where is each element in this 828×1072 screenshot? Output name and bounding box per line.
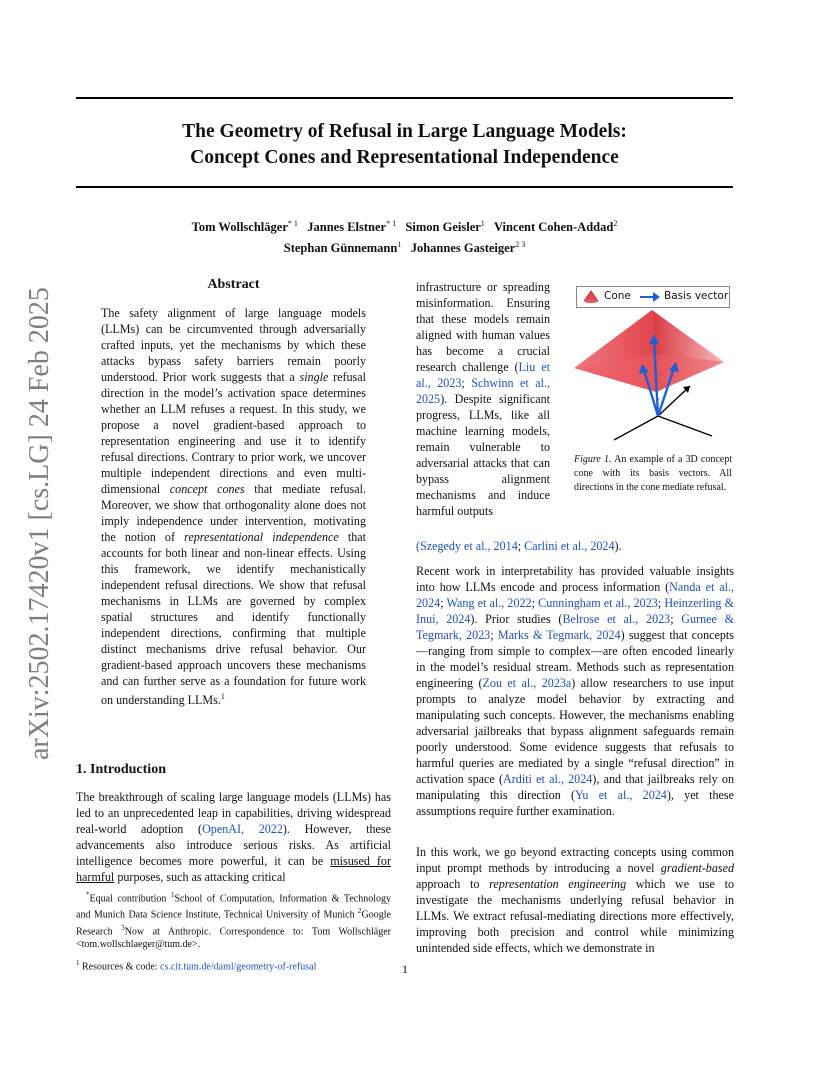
code-link[interactable]: cs.cit.tum.de/daml/geometry-of-refusal — [160, 961, 317, 973]
resources-footnote: $^1$ Resources & code: cs.cit.tum.de/daml/geometry-of-refusal — [76, 959, 317, 973]
paper-title — [76, 119, 733, 171]
citation-link[interactable]: Nanda et al., 2024 — [416, 580, 734, 610]
citation-link[interactable]: OpenAI, 2022 — [202, 822, 283, 836]
citation-link[interactable]: Gurnee & Tegmark, 2023 — [416, 612, 735, 642]
citation-link[interactable]: Cunningham et al., 2023 — [538, 596, 658, 610]
citation-link[interactable]: Heinzerling & Inui, 2024 — [416, 596, 735, 626]
concept-cone-figure — [562, 308, 734, 448]
title-top-rule — [76, 97, 733, 99]
legend-cone-label: Cone — [604, 290, 631, 302]
interpretability-paragraph: Recent work in interpretability has provided valuable insights into how LLMs encode and process information (Nanda et al., 2024; Wang et al., 2022; Cunningham et al., 2023; Heinzerling & Inui, 2024). Prior studies (Belrose et al., 2023; Gurnee & Tegmark, 2023; Marks & Tegmark, 2024) suggest that concepts—ranging from simple to complex—are often encoded linearly in the model’s residual stream. Methods such as representation engineering (Zou et al., 2023a) allow researchers to use input prompts to analyze model behavior by extracting and manipulating such concepts. However, the mechanisms enabling adversarial jailbreaks that bypass alignment safeguards remain poorly understood. Some evidence suggests that refusals to harmful queries are mediated by a single “refusal direction” in activation space (Arditi et al., 2024), and that jailbreaks rely on manipulating this direction (Yu et al., 2024), yet these assumptions require further examination. — [416, 564, 735, 818]
page-number: 1 — [402, 962, 408, 976]
citation-link[interactable]: Schwinn et al., 2025 — [416, 376, 550, 406]
author-name: Vincent Cohen-Addad — [493, 220, 614, 234]
author-name: Tom Wollschläger — [191, 220, 288, 234]
arrow-legend-icon — [639, 291, 661, 303]
citation-link[interactable]: Liu et al., 2023 — [416, 360, 550, 390]
title-line-1: The Geometry of Refusal in Large Language Models: — [182, 121, 627, 142]
title-bottom-rule — [76, 186, 733, 188]
author-name: Stephan Günnemann — [283, 241, 398, 255]
citation-link[interactable]: (Szegedy et al., 2014 — [416, 539, 518, 553]
citation-link[interactable]: Belrose et al., 2023 — [562, 612, 671, 626]
introduction-paragraph: The breakthrough of scaling large language models (LLMs) has led to an unprecedented leap in capabilities, driving widespread real-world adoption (OpenAI, 2022). However, these advancements also introduce serious risks. As artificial intelligence becomes more powerful, it can be misused for harmful purposes, such as attacking critical — [76, 790, 392, 884]
intro-continuation-end: (Szegedy et al., 2014; Carlini et al., 2024). — [416, 539, 622, 553]
citation-link[interactable]: Wang et al., 2022 — [446, 596, 532, 610]
citation-link[interactable]: Marks & Tegmark, 2024 — [497, 628, 621, 642]
method-paragraph: In this work, we go beyond extracting concepts using common input prompt methods by introducing a novel gradient-based approach to representation engineering which we use to investigate the mechanisms underlying refusal behavior in LLMs. We extract refusal-mediating directions more effectively, improving both precision and control while minimizing unintended side effects, which we demonstrate in — [416, 845, 734, 955]
legend-basis-label: Basis vector — [664, 290, 729, 302]
citation-link[interactable]: Arditi et al., 2024 — [503, 772, 593, 786]
figure-legend — [576, 286, 730, 308]
abstract-body: The safety alignment of large language models (LLMs) can be circumvented through adversarially crafted inputs, yet the mechanisms by which these attacks bypass safety barriers remain poorly understood. Prior work suggests that a single refusal direction in the model’s activation space determines whether an LLM refuses a request. In this study, we propose a novel gradient-based approach to representation engineering and use it to identify refusal directions. Contrary to prior work, we uncover multiple independent directions and even multi-dimensional concept cones that mediate refusal. Moreover, we show that orthogonality alone does not imply independence under intervention, motivating the notion of representational independence that accounts for both linear and non-linear effects. Using this framework, we identify mechanistically independent refusal directions. We show that refusal mechanisms in LLMs are governed by complex spatial structures and identify functionally independent directions, confirming that multiple distinct mechanisms drive refusal behavior. Our gradient-based approach uncovers these mechanisms and can further serve as a foundation for future work on understanding LLMs.$^1$ — [101, 306, 366, 708]
arxiv-identifier: arXiv:2502.17420v1 [cs.LG] 24 Feb 2025 — [24, 287, 55, 760]
intro-continuation-paragraph: infrastructure or spreading misinformation. Ensuring that these models remain aligned with human values has become a crucial research challenge (Liu et al., 2023; Schwinn et al., 2025). Despite significant progress, LLMs, like all machine learning models, remain vulnerable to adversarial attacks that can bypass alignment mechanisms and induce harmful outputs — [416, 280, 550, 518]
citation-link[interactable]: Carlini et al., 2024 — [524, 539, 615, 553]
author-name: Johannes Gasteiger — [410, 241, 516, 255]
introduction-heading: 1. Introduction — [76, 762, 166, 777]
title-line-2: Concept Cones and Representational Independence — [190, 147, 619, 168]
author-name: Jannes Elstner — [307, 220, 387, 234]
author-name: Simon Geisler — [405, 220, 481, 234]
affiliation-footnote: *Equal contribution $^1$School of Computation, Information & Technology and Munich Data Science Institute, Technical University of Munich $^2$Google Research $^3$Now at Anthropic. Correspondence to: Tom Wollschläger <tom.wollschlaeger@tum.de>. — [76, 891, 391, 950]
citation-link[interactable]: Zou et al., 2023a — [482, 676, 572, 690]
citation-link[interactable]: Yu et al., 2024 — [575, 788, 667, 802]
cone-legend-icon — [583, 290, 599, 304]
abstract-heading: Abstract — [207, 277, 260, 292]
author-list: Tom Wollschläger$^{* 1}$ Jannes Elstner$^{* 1}$ Simon Geisler$^1$ Vincent Cohen-Addad$^2$ Stephan Günnemann$^1$ Johannes Gasteiger$^{2 3}$ — [191, 219, 618, 255]
figure-caption: Figure 1. An example of a 3D concept cone with its basis vectors. All directions in the cone mediate refusal. — [574, 454, 732, 493]
